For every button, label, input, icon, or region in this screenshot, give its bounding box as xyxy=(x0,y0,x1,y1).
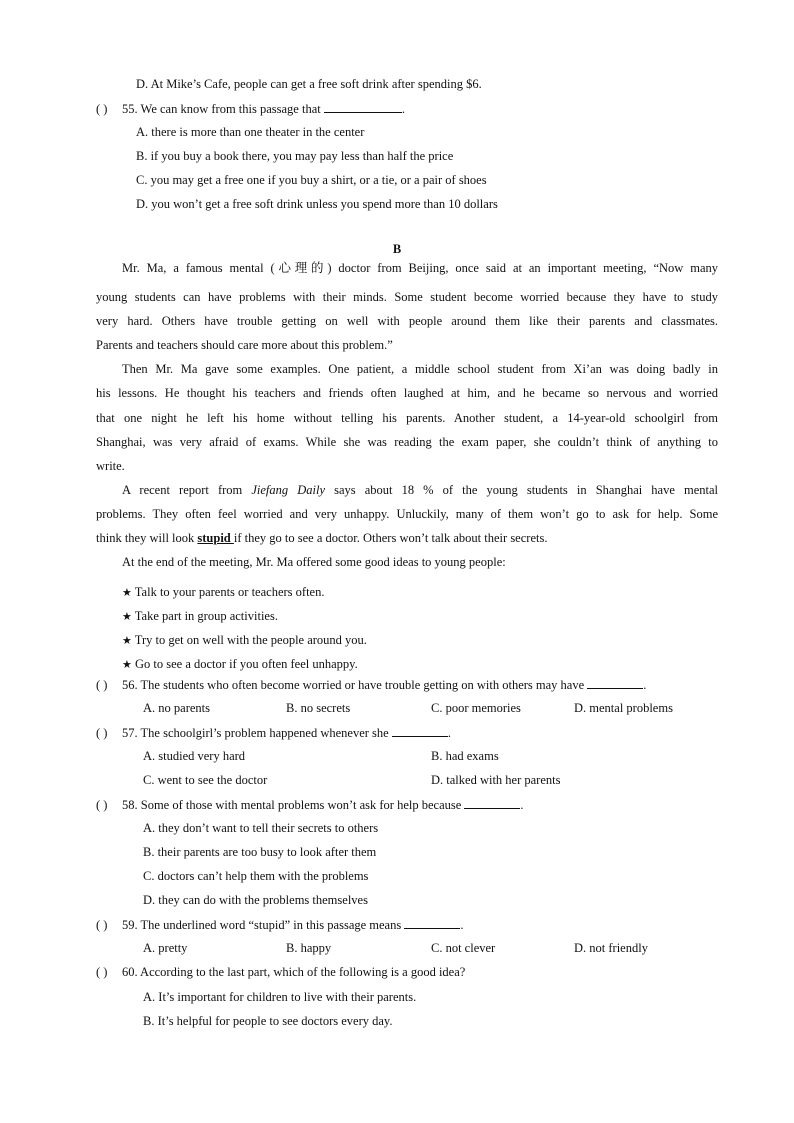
q59-option-c: C. not clever xyxy=(431,941,496,955)
q56-option-a: A. no parents xyxy=(143,701,210,715)
q60-option-b: B. It’s helpful for people to see doctors every day. xyxy=(143,1014,393,1028)
answer-blank[interactable] xyxy=(404,916,460,929)
q57-option-a: A. studied very hard xyxy=(143,749,246,763)
q57-stem: ( ) 57. The schoolgirl’s problem happened whenever she . xyxy=(96,726,451,740)
newspaper-name: Jiefang Daily xyxy=(251,483,326,497)
q55-option-b: B. if you buy a book there, you may pay less than half the price xyxy=(136,149,454,163)
q57-option-b: B. had exams xyxy=(431,749,499,763)
answer-paren[interactable]: ( ) xyxy=(96,918,108,932)
answer-paren[interactable]: ( ) xyxy=(96,678,108,692)
star-icon: ★ xyxy=(122,586,132,599)
answer-paren[interactable]: ( ) xyxy=(96,726,108,740)
passage-line: Parents and teachers should care more about this problem.” xyxy=(96,338,393,352)
passage-line: problems. They often feel worried and very unhappy. Unluckily, many of them won’t go to ask for help. Some xyxy=(96,507,718,521)
passage-line: At the end of the meeting, Mr. Ma offered some good ideas to young people: xyxy=(122,555,506,569)
underlined-word: stupid xyxy=(197,531,234,545)
passage-line: write. xyxy=(96,459,125,473)
answer-blank[interactable] xyxy=(587,676,643,689)
q58-stem: ( ) 58. Some of those with mental problems won’t ask for help because . xyxy=(96,798,524,812)
q56-stem: ( ) 56. The students who often become worried or have trouble getting on with others may have . xyxy=(96,678,647,692)
passage-line: A recent report from Jiefang Daily says about 18 % of the young students in Shanghai have mental xyxy=(122,483,718,497)
q59-option-b: B. happy xyxy=(286,941,332,955)
q55-option-d: D. you won’t get a free soft drink unless you spend more than 10 dollars xyxy=(136,197,498,211)
q57-option-c: C. went to see the doctor xyxy=(143,773,268,787)
q58-option-d: D. they can do with the problems themselves xyxy=(143,893,368,907)
passage-line: think they will look stupid if they go to see a doctor. Others won’t talk about their secrets. xyxy=(96,531,548,545)
q59-stem: ( ) 59. The underlined word “stupid” in this passage means . xyxy=(96,918,464,932)
answer-paren[interactable]: ( ) xyxy=(96,965,108,979)
passage-line: his lessons. He thought his teachers and friends often laughed at him, and he became so nervous and worried xyxy=(96,386,718,400)
q55-stem: ( ) 55. We can know from this passage that . xyxy=(96,102,405,116)
q55-option-c: C. you may get a free one if you buy a shirt, or a tie, or a pair of shoes xyxy=(136,173,487,187)
q60-stem: ( ) 60. According to the last part, which of the following is a good idea? xyxy=(96,965,466,979)
q56-option-b: B. no secrets xyxy=(286,701,351,715)
answer-blank[interactable] xyxy=(324,100,402,113)
tip-item: ★ Talk to your parents or teachers often. xyxy=(122,585,325,599)
passage-line: Shanghai, was very afraid of exams. While she was reading the exam paper, she couldn’t think of anything to xyxy=(96,435,718,449)
passage-line: very hard. Others have trouble getting on well with people around them like their parents and classmates. xyxy=(96,314,718,328)
answer-paren[interactable]: ( ) xyxy=(96,798,108,812)
passage-line: Then Mr. Ma gave some examples. One patient, a middle school student from Xi’an was doing badly in xyxy=(122,362,718,376)
answer-paren[interactable]: ( ) xyxy=(96,102,108,116)
q56-option-c: C. poor memories xyxy=(431,701,521,715)
star-icon: ★ xyxy=(122,610,132,623)
star-icon: ★ xyxy=(122,634,132,647)
q59-option-d: D. not friendly xyxy=(574,941,648,955)
q58-option-c: C. doctors can’t help them with the problems xyxy=(143,869,369,883)
passage-line: young students can have problems with their minds. Some student become worried because they have to study xyxy=(96,290,718,304)
passage-line: Mr. Ma, a famous mental (心理的) doctor from Beijing, once said at an important meeting, “Now many xyxy=(122,261,718,275)
passage-line: that one night he left his home without telling his parents. Another student, a 14-year-old schoolgirl from xyxy=(96,411,718,425)
q60-option-a: A. It’s important for children to live with their parents. xyxy=(143,990,417,1004)
answer-blank[interactable] xyxy=(464,796,520,809)
tip-item: ★ Take part in group activities. xyxy=(122,609,278,623)
q55-option-a: A. there is more than one theater in the center xyxy=(136,125,365,139)
answer-blank[interactable] xyxy=(392,724,448,737)
section-title: B xyxy=(392,242,402,256)
q56-option-d: D. mental problems xyxy=(574,701,673,715)
q58-option-a: A. they don’t want to tell their secrets to others xyxy=(143,821,379,835)
q57-option-d: D. talked with her parents xyxy=(431,773,561,787)
q54-option-d: D. At Mike’s Cafe, people can get a free soft drink after spending $6. xyxy=(136,77,482,91)
star-icon: ★ xyxy=(122,658,132,671)
q59-option-a: A. pretty xyxy=(143,941,188,955)
tip-item: ★ Go to see a doctor if you often feel unhappy. xyxy=(122,657,358,671)
tip-item: ★ Try to get on well with the people around you. xyxy=(122,633,367,647)
q58-option-b: B. their parents are too busy to look after them xyxy=(143,845,377,859)
